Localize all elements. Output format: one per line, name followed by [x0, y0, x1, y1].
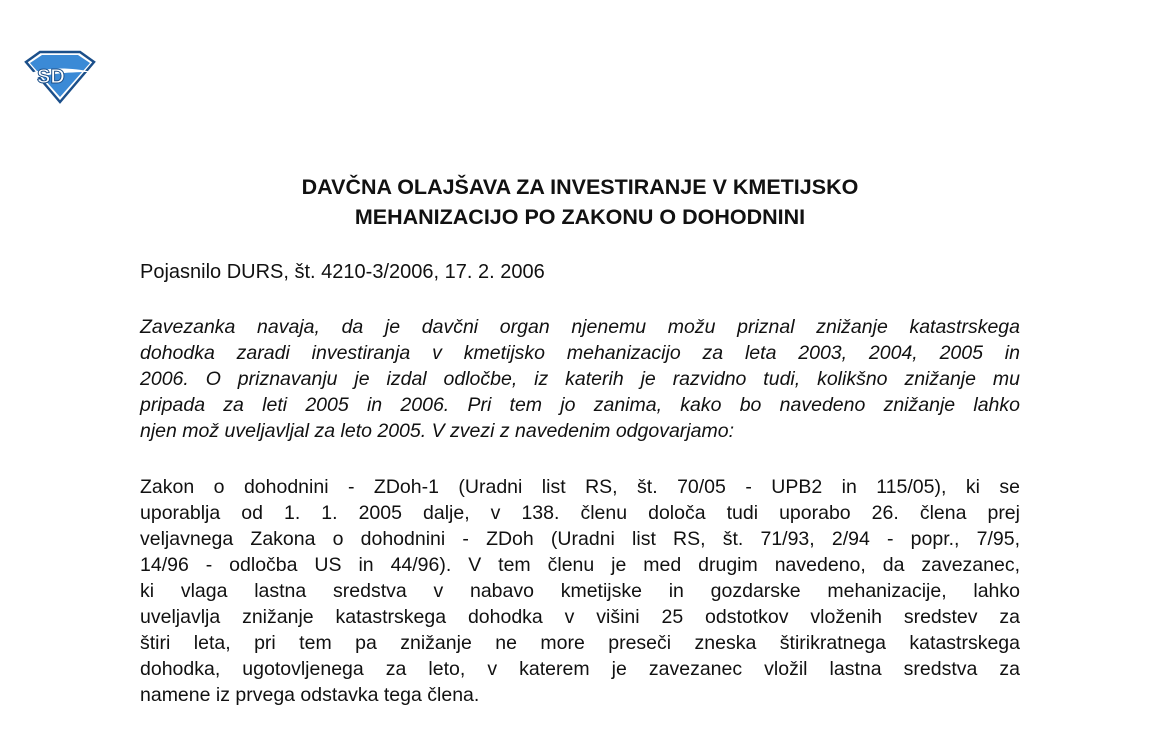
- answer-line: ki vlaga lastna sredstva v nabavo kmetijske in gozdarske mehanizacije, lahko: [140, 580, 1020, 602]
- title-line-2: MEHANIZACIJO PO ZAKONU O DOHODNINI: [354, 205, 806, 229]
- logo-text: SD: [37, 66, 65, 88]
- question-line: pripada za leti 2005 in 2006. Pri tem jo zanima, kako bo navedeno znižanje lahko: [140, 394, 1020, 416]
- question-line: 2006. O priznavanju je izdal odločbe, iz katerih je razvidno tudi, kolikšno znižanje mu: [140, 368, 1020, 390]
- sd-logo-icon: [22, 50, 96, 104]
- document-title: [140, 172, 1020, 232]
- question-line: dohodka zaradi investiranja v kmetijsko mehanizacijo za leta 2003, 2004, 2005 in: [140, 342, 1020, 364]
- answer-line: dohodka, ugotovljenega za leto, v katerem je zavezanec vložil lastna sredstva za: [140, 658, 1020, 680]
- answer-line: Zakon o dohodnini - ZDoh-1 (Uradni list RS, št. 70/05 - UPB2 in 115/05), ki se: [140, 476, 1020, 498]
- sd-shield-logo-graphic: [22, 50, 96, 104]
- answer-line: štiri leta, pri tem pa znižanje ne more preseči zneska štirikratnega katastrskega: [140, 632, 1020, 654]
- answer-line: 14/96 - odločba US in 44/96). V tem členu je med drugim navedeno, da zavezanec,: [140, 554, 1020, 576]
- question-line: Zavezanka navaja, da je davčni organ njenemu možu priznal znižanje katastrskega: [140, 316, 1020, 338]
- answer-line: uveljavlja znižanje katastrskega dohodka v višini 25 odstotkov vloženih sredstev za: [140, 606, 1020, 628]
- answer-line: uporablja od 1. 1. 2005 dalje, v 138. členu določa tudi uporabo 26. člena prej: [140, 502, 1020, 524]
- question-line: njen mož uveljavljal za leto 2005. V zvezi z navedenim odgovarjamo:: [140, 420, 734, 442]
- question-paragraph: [140, 314, 1020, 444]
- answer-line: veljavnega Zakona o dohodnini - ZDoh (Uradni list RS, št. 71/93, 2/94 - popr., 7/95,: [140, 528, 1020, 550]
- title-line-1: DAVČNA OLAJŠAVA ZA INVESTIRANJE V KMETIJSKO: [301, 175, 859, 199]
- answer-line: namene iz prvega odstavka tega člena.: [140, 684, 480, 706]
- reference-line: Pojasnilo DURS, št. 4210-3/2006, 17. 2. 2006: [140, 261, 545, 283]
- answer-paragraph: [140, 474, 1020, 708]
